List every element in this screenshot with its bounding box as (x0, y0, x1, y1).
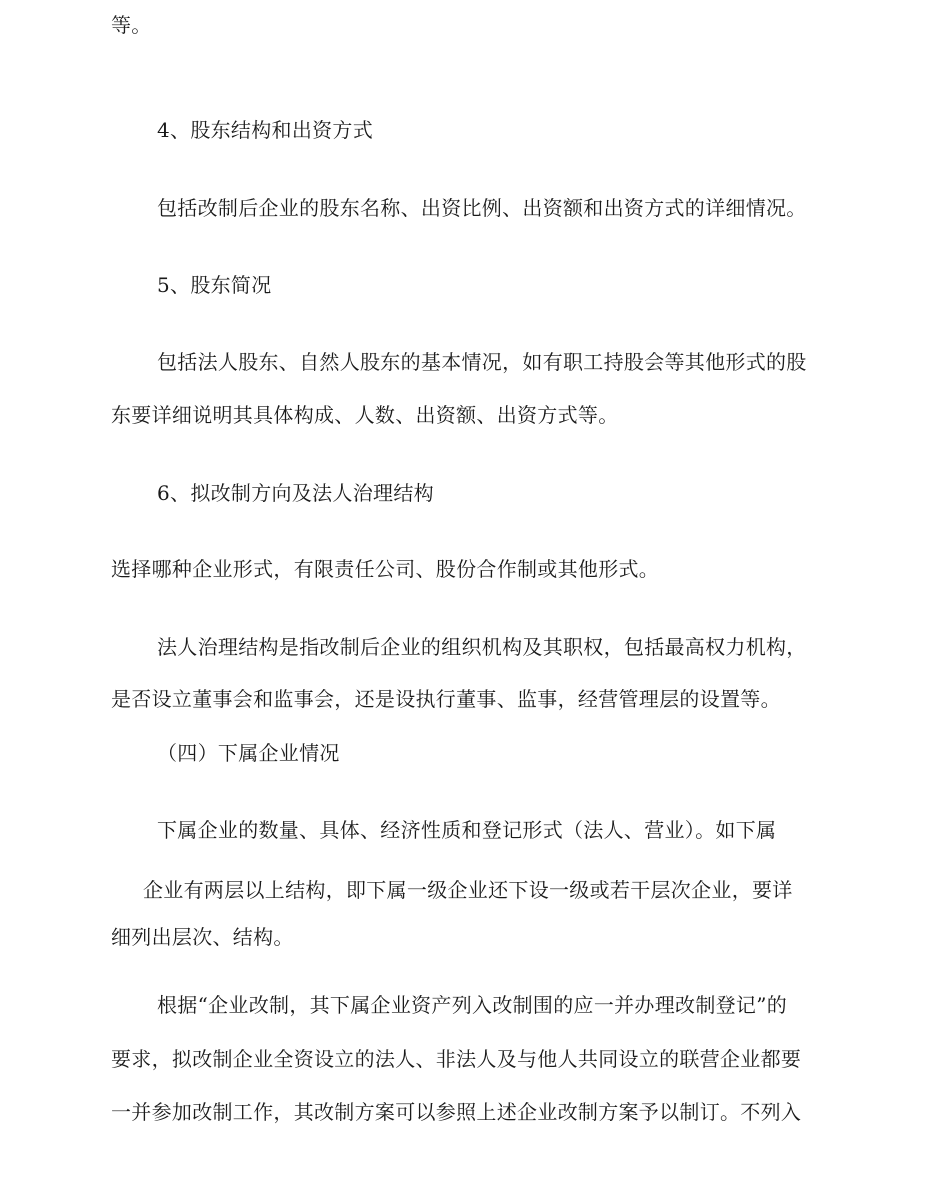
text-line: 选择哪种企业形式，有限责任公司、股份合作制或其他形式。 (111, 557, 660, 581)
text-line: 下属企业的数量、具体、经济性质和登记形式（法人、营业）。如下属 (157, 818, 777, 842)
text-line: 一并参加改制工作，其改制方案可以参照上述企业改制方案予以制订。不列入 (111, 1100, 802, 1124)
text-line: 企业有两层以上结构，即下属一级企业还下设一级或若干层次企业，要详 (143, 878, 793, 902)
text-line: 细列出层次、结构。 (111, 925, 294, 949)
section-heading: （四）下属企业情况 (157, 741, 340, 765)
text-line: 根据“企业改制，其下属企业资产列入改制围的应一并办理改制登记”的 (157, 993, 788, 1017)
section-heading: 4、股东结构和出资方式 (157, 118, 374, 142)
text-line: 等。 (111, 13, 152, 37)
text-line: 包括改制后企业的股东名称、出资比例、出资额和出资方式的详细情况。 (157, 196, 807, 220)
section-heading: 6、拟改制方向及法人治理结构 (157, 481, 434, 505)
text-line: 包括法人股东、自然人股东的基本情况，如有职工持股会等其他形式的股 (157, 350, 807, 374)
text-line: 东要详细说明其具体构成、人数、出资额、出资方式等。 (111, 403, 619, 427)
text-line: 法人治理结构是指改制后企业的组织机构及其职权，包括最高权力机构， (157, 635, 807, 659)
text-line: 要求，拟改制企业全资设立的法人、非法人及与他人共同设立的联营企业都要 (111, 1047, 802, 1071)
text-line: 是否设立董事会和监事会，还是设执行董事、监事，经营管理层的设置等。 (111, 687, 781, 711)
section-heading: 5、股东简况 (157, 273, 272, 297)
